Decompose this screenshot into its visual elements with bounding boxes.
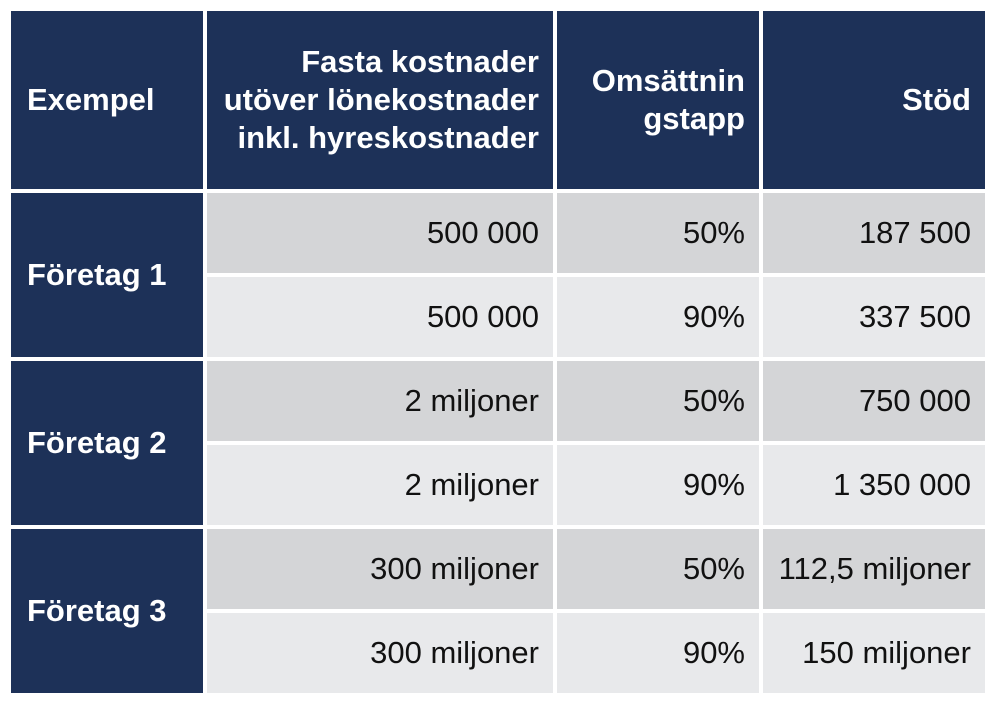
table-row	[11, 361, 985, 441]
cell-fixed-costs: 500 000	[207, 277, 553, 357]
cell-fixed-costs: 300 miljoner	[207, 613, 553, 693]
cell-turnover-drop: 90%	[557, 277, 759, 357]
header-row	[11, 11, 985, 189]
cell-support: 112,5 miljoner	[763, 529, 985, 609]
company-label: Företag 1	[11, 193, 203, 357]
cell-fixed-costs: 2 miljoner	[207, 445, 553, 525]
table-row	[11, 193, 985, 273]
table-row	[11, 529, 985, 609]
cell-support: 150 miljoner	[763, 613, 985, 693]
company-label: Företag 3	[11, 529, 203, 693]
header-fixed-costs: Fasta kostnader utöver lönekostnader inkl. hyreskostnader	[207, 11, 553, 189]
cell-support: 1 350 000	[763, 445, 985, 525]
table-body	[11, 193, 985, 693]
cell-support: 337 500	[763, 277, 985, 357]
header-support: Stöd	[763, 11, 985, 189]
company-label: Företag 2	[11, 361, 203, 525]
cell-support: 187 500	[763, 193, 985, 273]
header-turnover-drop: Omsättnin gstapp	[557, 11, 759, 189]
cell-turnover-drop: 90%	[557, 445, 759, 525]
cell-turnover-drop: 50%	[557, 529, 759, 609]
table-header	[11, 11, 985, 189]
cell-support: 750 000	[763, 361, 985, 441]
cell-fixed-costs: 2 miljoner	[207, 361, 553, 441]
support-examples-table	[7, 7, 989, 697]
cell-fixed-costs: 500 000	[207, 193, 553, 273]
cell-turnover-drop: 50%	[557, 193, 759, 273]
cell-fixed-costs: 300 miljoner	[207, 529, 553, 609]
header-example: Exempel	[11, 11, 203, 189]
cell-turnover-drop: 90%	[557, 613, 759, 693]
cell-turnover-drop: 50%	[557, 361, 759, 441]
